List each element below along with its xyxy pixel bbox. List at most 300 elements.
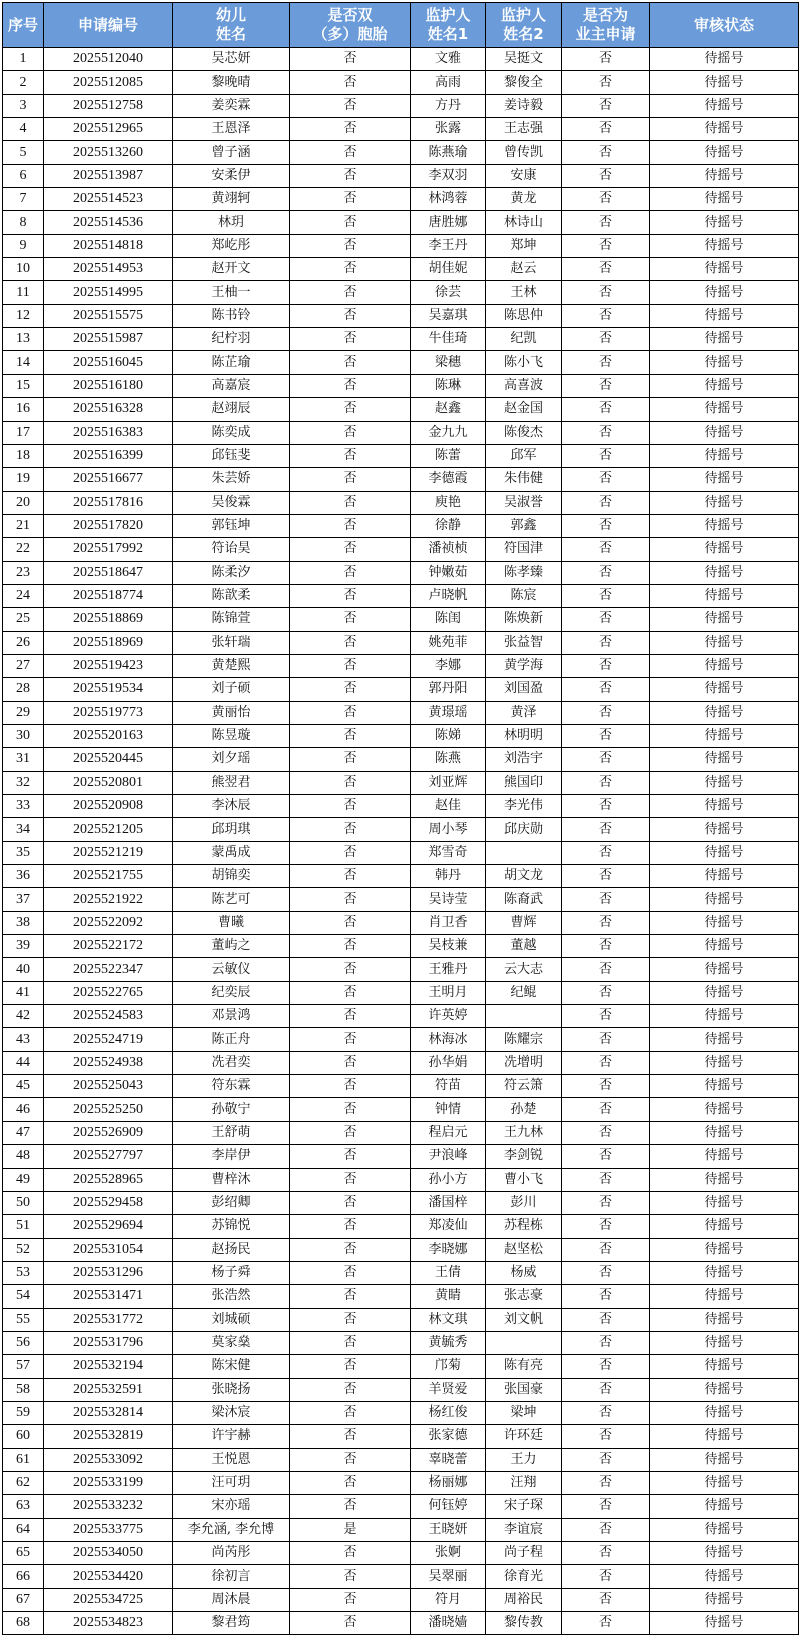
table-row	[3, 514, 799, 537]
cell-twins: 否	[290, 631, 411, 654]
cell-guardian1: 陈娣	[411, 724, 486, 747]
cell-guardian1: 羊贤爱	[411, 1378, 486, 1401]
cell-guardian1: 陈蕾	[411, 444, 486, 467]
cell-guardian2: 王志强	[486, 118, 562, 141]
cell-guardian2: 陈焕新	[486, 608, 562, 631]
cell-seq: 5	[3, 141, 44, 164]
table-row	[3, 1471, 799, 1494]
cell-status: 待摇号	[650, 795, 799, 818]
cell-child: 熊翌君	[173, 771, 290, 794]
cell-status: 待摇号	[650, 1331, 799, 1354]
cell-seq: 13	[3, 328, 44, 351]
cell-child: 符东霖	[173, 1075, 290, 1098]
cell-id: 2025520801	[44, 771, 173, 794]
cell-seq: 6	[3, 164, 44, 187]
cell-twins: 否	[290, 118, 411, 141]
cell-child: 邓景鸿	[173, 1005, 290, 1028]
cell-id: 2025516399	[44, 444, 173, 467]
cell-status: 待摇号	[650, 48, 799, 71]
cell-guardian2: 陈思仲	[486, 304, 562, 327]
cell-guardian2: 林诗山	[486, 211, 562, 234]
table-row	[3, 865, 799, 888]
cell-id: 2025516180	[44, 374, 173, 397]
cell-guardian1: 杨丽娜	[411, 1471, 486, 1494]
cell-status: 待摇号	[650, 1121, 799, 1144]
table-row	[3, 1215, 799, 1238]
cell-child: 苏锦悦	[173, 1215, 290, 1238]
table-row	[3, 561, 799, 584]
cell-guardian2: 曾传凯	[486, 141, 562, 164]
cell-seq: 63	[3, 1495, 44, 1518]
cell-status: 待摇号	[650, 654, 799, 677]
application-table	[2, 2, 799, 1635]
cell-guardian2: 张益智	[486, 631, 562, 654]
cell-guardian1: 吴枝兼	[411, 935, 486, 958]
cell-child: 陈宋健	[173, 1355, 290, 1378]
cell-seq: 50	[3, 1191, 44, 1214]
cell-seq: 40	[3, 958, 44, 981]
cell-seq: 67	[3, 1588, 44, 1611]
cell-status: 待摇号	[650, 1495, 799, 1518]
cell-guardian1: 林海冰	[411, 1028, 486, 1051]
cell-twins: 否	[290, 1471, 411, 1494]
cell-owner: 否	[562, 141, 650, 164]
cell-status: 待摇号	[650, 514, 799, 537]
cell-guardian2: 董越	[486, 935, 562, 958]
cell-child: 符诒昊	[173, 538, 290, 561]
cell-child: 宋亦瑶	[173, 1495, 290, 1518]
cell-owner: 否	[562, 444, 650, 467]
cell-id: 2025521205	[44, 818, 173, 841]
cell-seq: 20	[3, 491, 44, 514]
cell-id: 2025532591	[44, 1378, 173, 1401]
cell-owner: 否	[562, 678, 650, 701]
cell-guardian2: 符国津	[486, 538, 562, 561]
cell-status: 待摇号	[650, 328, 799, 351]
cell-twins: 否	[290, 1121, 411, 1144]
cell-guardian1: 黄璟瑶	[411, 701, 486, 724]
cell-owner: 否	[562, 351, 650, 374]
cell-seq: 34	[3, 818, 44, 841]
cell-twins: 否	[290, 865, 411, 888]
cell-child: 周沐晨	[173, 1588, 290, 1611]
cell-guardian1: 黄睛	[411, 1285, 486, 1308]
cell-child: 郑屹彤	[173, 234, 290, 257]
cell-seq: 30	[3, 724, 44, 747]
header-review-status: 审核状态	[650, 3, 799, 48]
cell-id: 2025522765	[44, 981, 173, 1004]
cell-owner: 否	[562, 724, 650, 747]
cell-status: 待摇号	[650, 608, 799, 631]
cell-guardian1: 高雨	[411, 71, 486, 94]
table-row	[3, 1028, 799, 1051]
cell-status: 待摇号	[650, 468, 799, 491]
cell-seq: 65	[3, 1542, 44, 1565]
cell-seq: 2	[3, 71, 44, 94]
cell-owner: 否	[562, 1401, 650, 1424]
cell-id: 2025532814	[44, 1401, 173, 1424]
cell-twins: 否	[290, 1238, 411, 1261]
cell-owner: 否	[562, 1355, 650, 1378]
cell-guardian1: 陈燕	[411, 748, 486, 771]
cell-seq: 32	[3, 771, 44, 794]
cell-seq: 49	[3, 1168, 44, 1191]
table-row	[3, 911, 799, 934]
cell-guardian2: 黄泽	[486, 701, 562, 724]
cell-id: 2025521755	[44, 865, 173, 888]
cell-twins: 否	[290, 1448, 411, 1471]
cell-twins: 否	[290, 328, 411, 351]
cell-guardian1: 姚苑菲	[411, 631, 486, 654]
cell-twins: 否	[290, 958, 411, 981]
cell-owner: 否	[562, 1285, 650, 1308]
cell-twins: 否	[290, 561, 411, 584]
table-row	[3, 1331, 799, 1354]
cell-owner: 否	[562, 795, 650, 818]
cell-status: 待摇号	[650, 1168, 799, 1191]
cell-id: 2025522172	[44, 935, 173, 958]
cell-id: 2025519773	[44, 701, 173, 724]
cell-owner: 否	[562, 1425, 650, 1448]
cell-guardian1: 潘祯桢	[411, 538, 486, 561]
cell-twins: 否	[290, 258, 411, 281]
cell-guardian2: 张志豪	[486, 1285, 562, 1308]
table-row	[3, 1425, 799, 1448]
table-row	[3, 491, 799, 514]
cell-id: 2025533199	[44, 1471, 173, 1494]
cell-guardian1: 陈燕瑜	[411, 141, 486, 164]
cell-owner: 否	[562, 118, 650, 141]
cell-id: 2025529694	[44, 1215, 173, 1238]
cell-seq: 1	[3, 48, 44, 71]
cell-owner: 否	[562, 584, 650, 607]
cell-twins: 否	[290, 1075, 411, 1098]
cell-owner: 否	[562, 1612, 650, 1635]
cell-child: 李沐辰	[173, 795, 290, 818]
cell-owner: 否	[562, 818, 650, 841]
cell-owner: 否	[562, 561, 650, 584]
cell-seq: 4	[3, 118, 44, 141]
cell-twins: 否	[290, 841, 411, 864]
header-child-name: 幼儿 姓名	[173, 3, 290, 48]
table-row	[3, 958, 799, 981]
cell-owner: 否	[562, 491, 650, 514]
table-row	[3, 584, 799, 607]
cell-seq: 42	[3, 1005, 44, 1028]
cell-seq: 24	[3, 584, 44, 607]
cell-guardian1: 符苗	[411, 1075, 486, 1098]
cell-twins: 否	[290, 1028, 411, 1051]
cell-guardian2: 曹小飞	[486, 1168, 562, 1191]
cell-guardian2: 郑坤	[486, 234, 562, 257]
cell-guardian2: 安康	[486, 164, 562, 187]
cell-twins: 否	[290, 1378, 411, 1401]
table-row	[3, 258, 799, 281]
cell-guardian2: 曹辉	[486, 911, 562, 934]
cell-owner: 否	[562, 1191, 650, 1214]
cell-id: 2025516677	[44, 468, 173, 491]
cell-id: 2025514995	[44, 281, 173, 304]
cell-status: 待摇号	[650, 631, 799, 654]
cell-owner: 否	[562, 48, 650, 71]
cell-twins: 否	[290, 1168, 411, 1191]
cell-owner: 否	[562, 164, 650, 187]
cell-status: 待摇号	[650, 1145, 799, 1168]
cell-child: 高嘉宸	[173, 374, 290, 397]
cell-twins: 否	[290, 1005, 411, 1028]
cell-status: 待摇号	[650, 1098, 799, 1121]
cell-twins: 否	[290, 654, 411, 677]
cell-guardian1: 王雅丹	[411, 958, 486, 981]
cell-seq: 3	[3, 94, 44, 117]
cell-twins: 否	[290, 678, 411, 701]
cell-twins: 否	[290, 468, 411, 491]
cell-owner: 否	[562, 981, 650, 1004]
cell-guardian1: 王晓妍	[411, 1518, 486, 1541]
cell-guardian1: 徐静	[411, 514, 486, 537]
cell-id: 2025514953	[44, 258, 173, 281]
cell-guardian1: 潘国梓	[411, 1191, 486, 1214]
cell-guardian1: 黄毓秀	[411, 1331, 486, 1354]
table-row	[3, 421, 799, 444]
cell-status: 待摇号	[650, 538, 799, 561]
cell-guardian1: 郑凌仙	[411, 1215, 486, 1238]
cell-child: 张晓扬	[173, 1378, 290, 1401]
cell-id: 2025518969	[44, 631, 173, 654]
cell-guardian2: 朱伟健	[486, 468, 562, 491]
cell-status: 待摇号	[650, 818, 799, 841]
cell-seq: 48	[3, 1145, 44, 1168]
cell-child: 陈书铃	[173, 304, 290, 327]
cell-child: 董屿之	[173, 935, 290, 958]
cell-seq: 33	[3, 795, 44, 818]
cell-twins: 否	[290, 771, 411, 794]
cell-id: 2025518647	[44, 561, 173, 584]
cell-status: 待摇号	[650, 865, 799, 888]
table-row	[3, 888, 799, 911]
cell-guardian1: 李王丹	[411, 234, 486, 257]
table-row	[3, 398, 799, 421]
cell-id: 2025512085	[44, 71, 173, 94]
cell-twins: 否	[290, 795, 411, 818]
cell-guardian1: 胡佳妮	[411, 258, 486, 281]
cell-owner: 否	[562, 374, 650, 397]
cell-owner: 否	[562, 1168, 650, 1191]
header-application-id: 申请编号	[44, 3, 173, 48]
cell-status: 待摇号	[650, 421, 799, 444]
cell-id: 2025516328	[44, 398, 173, 421]
cell-owner: 否	[562, 1238, 650, 1261]
cell-guardian1: 肖卫香	[411, 911, 486, 934]
cell-child: 许宇赫	[173, 1425, 290, 1448]
cell-guardian1: 郭丹阳	[411, 678, 486, 701]
cell-guardian1: 张露	[411, 118, 486, 141]
cell-guardian1: 辜晓蕾	[411, 1448, 486, 1471]
cell-child: 蒙禹成	[173, 841, 290, 864]
cell-twins: 否	[290, 164, 411, 187]
cell-id: 2025517820	[44, 514, 173, 537]
cell-guardian2: 刘国盈	[486, 678, 562, 701]
table-row	[3, 631, 799, 654]
cell-owner: 否	[562, 71, 650, 94]
cell-owner: 否	[562, 1051, 650, 1074]
cell-guardian2: 赵金国	[486, 398, 562, 421]
cell-status: 待摇号	[650, 1191, 799, 1214]
cell-id: 2025533232	[44, 1495, 173, 1518]
cell-twins: 否	[290, 818, 411, 841]
cell-status: 待摇号	[650, 958, 799, 981]
cell-guardian2: 王九林	[486, 1121, 562, 1144]
cell-id: 2025534823	[44, 1612, 173, 1635]
cell-twins: 否	[290, 514, 411, 537]
cell-seq: 19	[3, 468, 44, 491]
cell-id: 2025512965	[44, 118, 173, 141]
table-row	[3, 1075, 799, 1098]
cell-twins: 否	[290, 724, 411, 747]
cell-status: 待摇号	[650, 1471, 799, 1494]
table-row	[3, 164, 799, 187]
cell-owner: 否	[562, 1518, 650, 1541]
cell-child: 张轩瑞	[173, 631, 290, 654]
cell-twins: 否	[290, 1425, 411, 1448]
cell-guardian2: 纪凯	[486, 328, 562, 351]
table-row	[3, 1145, 799, 1168]
cell-child: 黄丽怡	[173, 701, 290, 724]
cell-seq: 64	[3, 1518, 44, 1541]
cell-id: 2025521219	[44, 841, 173, 864]
cell-child: 莫家燊	[173, 1331, 290, 1354]
cell-seq: 52	[3, 1238, 44, 1261]
cell-twins: 否	[290, 281, 411, 304]
cell-twins: 否	[290, 1495, 411, 1518]
cell-child: 陈柔汐	[173, 561, 290, 584]
cell-status: 待摇号	[650, 841, 799, 864]
cell-id: 2025516383	[44, 421, 173, 444]
cell-child: 张浩然	[173, 1285, 290, 1308]
cell-id: 2025516045	[44, 351, 173, 374]
cell-id: 2025513987	[44, 164, 173, 187]
cell-status: 待摇号	[650, 444, 799, 467]
cell-seq: 21	[3, 514, 44, 537]
cell-child: 孙敬宁	[173, 1098, 290, 1121]
cell-guardian2: 纪鲲	[486, 981, 562, 1004]
cell-guardian2: 冼增明	[486, 1051, 562, 1074]
cell-id: 2025525043	[44, 1075, 173, 1098]
cell-seq: 66	[3, 1565, 44, 1588]
cell-owner: 否	[562, 1448, 650, 1471]
table-row	[3, 351, 799, 374]
cell-owner: 否	[562, 1261, 650, 1284]
cell-status: 待摇号	[650, 701, 799, 724]
cell-guardian2: 杨威	[486, 1261, 562, 1284]
cell-twins: 否	[290, 584, 411, 607]
cell-status: 待摇号	[650, 374, 799, 397]
table-row	[3, 1448, 799, 1471]
cell-child: 郭钰坤	[173, 514, 290, 537]
cell-owner: 否	[562, 1471, 650, 1494]
table-row	[3, 1168, 799, 1191]
cell-id: 2025528965	[44, 1168, 173, 1191]
cell-child: 曹曦	[173, 911, 290, 934]
cell-status: 待摇号	[650, 888, 799, 911]
table-row	[3, 48, 799, 71]
cell-seq: 26	[3, 631, 44, 654]
table-row	[3, 1518, 799, 1541]
cell-id: 2025515987	[44, 328, 173, 351]
cell-child: 安柔伊	[173, 164, 290, 187]
cell-twins: 否	[290, 1588, 411, 1611]
table-row	[3, 71, 799, 94]
table-row	[3, 654, 799, 677]
cell-status: 待摇号	[650, 1238, 799, 1261]
cell-seq: 31	[3, 748, 44, 771]
cell-twins: 否	[290, 71, 411, 94]
cell-guardian2	[486, 1331, 562, 1354]
cell-guardian1: 徐芸	[411, 281, 486, 304]
cell-guardian1: 何钰婷	[411, 1495, 486, 1518]
header-guardian-2: 监护人 姓名2	[486, 3, 562, 48]
cell-child: 胡锦奕	[173, 865, 290, 888]
cell-guardian2: 黄学海	[486, 654, 562, 677]
cell-id: 2025514523	[44, 188, 173, 211]
cell-child: 刘夕瑶	[173, 748, 290, 771]
cell-guardian1: 陈琳	[411, 374, 486, 397]
cell-guardian1: 李娜	[411, 654, 486, 677]
cell-twins: 否	[290, 304, 411, 327]
cell-status: 待摇号	[650, 911, 799, 934]
table-row	[3, 1612, 799, 1635]
cell-status: 待摇号	[650, 561, 799, 584]
cell-owner: 否	[562, 234, 650, 257]
cell-guardian2: 吴淑誉	[486, 491, 562, 514]
table-row	[3, 118, 799, 141]
cell-guardian1: 张家德	[411, 1425, 486, 1448]
cell-child: 黎君筠	[173, 1612, 290, 1635]
cell-child: 李岸伊	[173, 1145, 290, 1168]
cell-seq: 55	[3, 1308, 44, 1331]
cell-owner: 否	[562, 1331, 650, 1354]
cell-guardian1: 林文琪	[411, 1308, 486, 1331]
cell-guardian1: 李双羽	[411, 164, 486, 187]
cell-child: 陈昱璇	[173, 724, 290, 747]
cell-owner: 否	[562, 1098, 650, 1121]
cell-seq: 41	[3, 981, 44, 1004]
cell-child: 杨子舜	[173, 1261, 290, 1284]
cell-guardian1: 赵鑫	[411, 398, 486, 421]
table-row	[3, 818, 799, 841]
cell-twins: 否	[290, 1401, 411, 1424]
cell-guardian2	[486, 841, 562, 864]
cell-id: 2025524583	[44, 1005, 173, 1028]
cell-guardian2: 姜诗毅	[486, 94, 562, 117]
cell-status: 待摇号	[650, 771, 799, 794]
table-row	[3, 444, 799, 467]
cell-status: 待摇号	[650, 1565, 799, 1588]
cell-twins: 否	[290, 538, 411, 561]
cell-guardian2: 陈小飞	[486, 351, 562, 374]
table-row	[3, 795, 799, 818]
cell-twins: 否	[290, 1355, 411, 1378]
cell-status: 待摇号	[650, 1308, 799, 1331]
table-row	[3, 1051, 799, 1074]
cell-owner: 否	[562, 1565, 650, 1588]
cell-child: 云敏仪	[173, 958, 290, 981]
cell-owner: 否	[562, 701, 650, 724]
cell-twins: 否	[290, 981, 411, 1004]
cell-seq: 39	[3, 935, 44, 958]
cell-status: 待摇号	[650, 584, 799, 607]
cell-id: 2025534420	[44, 1565, 173, 1588]
